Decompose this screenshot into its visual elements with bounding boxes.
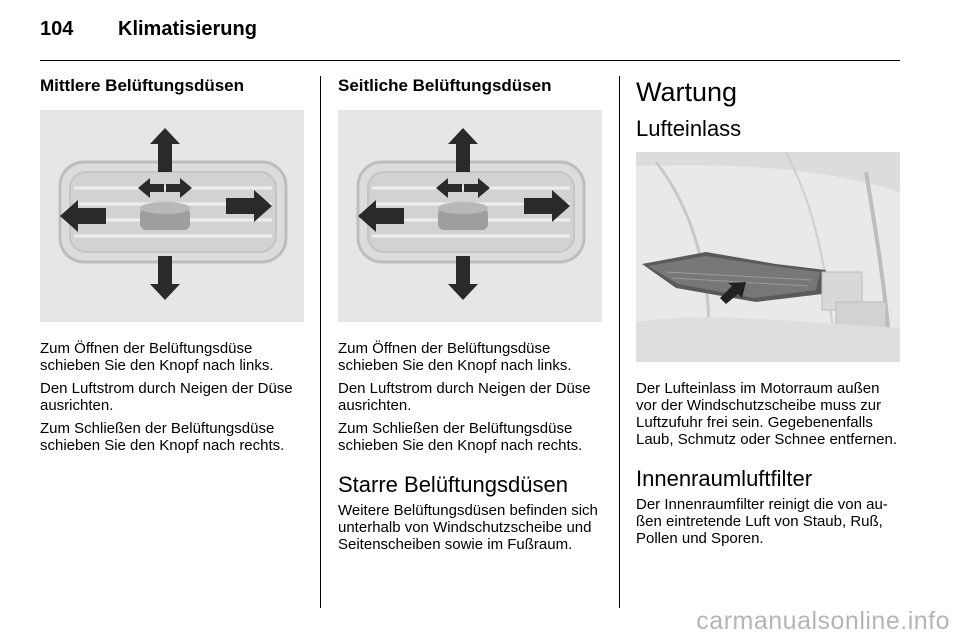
engine-bay-air-intake-photo-icon: [636, 152, 900, 362]
paragraph: Zum Schließen der Belüftungsdüse schieben Sie den Knopf nach rechts.: [40, 420, 285, 454]
watermark: carmanualsonline.info: [696, 607, 950, 635]
column-side-vents: [338, 76, 604, 559]
column-middle-vents: [40, 76, 306, 460]
paragraph: Weitere Belüftungsdüsen befinden sich unterhalb von Windschutzscheibe und Seitenscheiben sowie im Fußraum.: [338, 502, 598, 553]
paragraph: Zum Schließen der Belüftungsdüse schieben Sie den Knopf nach rechts.: [338, 420, 583, 454]
vent-adjust-diagram-icon: [338, 110, 602, 322]
vent-adjust-diagram-icon: [40, 110, 304, 322]
paragraph: Den Luftstrom durch Neigen der Düse ausrichten.: [338, 380, 591, 414]
section-heading-fixed-vents: Starre Belüftungsdüsen: [338, 472, 568, 497]
paragraph: Der Innenraumfilter reinigt die von außen eintretende Luft von Staub, Ruß, Pollen und Sporen.: [636, 496, 888, 547]
page-header: [40, 18, 900, 48]
paragraph: Der Lufteinlass im Motorraum außen vor der Windschutzscheibe muss zur Luftzufuhr frei sein. Gegebenenfalls Laub, Schmutz oder Schnee entfernen.: [636, 380, 898, 448]
header-divider: [40, 60, 900, 61]
page-number: 104: [40, 18, 74, 40]
paragraph: Zum Öffnen der Belüftungsdüse schieben Sie den Knopf nach links.: [40, 340, 274, 374]
paragraph: Zum Öffnen der Belüftungsdüse schieben Sie den Knopf nach links.: [338, 340, 572, 374]
section-heading-cabin-filter: Innenraumluftfilter: [636, 466, 813, 491]
chapter-heading-maintenance: Wartung: [636, 77, 738, 107]
column-divider-2: [619, 76, 620, 608]
section-heading-middle-vents: Mittlere Belüftungsdüsen: [40, 76, 245, 95]
section-heading-side-vents: Seitliche Belüftungsdüsen: [338, 76, 552, 95]
column-divider-1: [320, 76, 321, 608]
section-heading-air-intake: Lufteinlass: [636, 116, 742, 141]
chapter-title: Klimatisierung: [118, 18, 257, 40]
column-maintenance: [636, 76, 902, 553]
paragraph: Den Luftstrom durch Neigen der Düse ausrichten.: [40, 380, 293, 414]
